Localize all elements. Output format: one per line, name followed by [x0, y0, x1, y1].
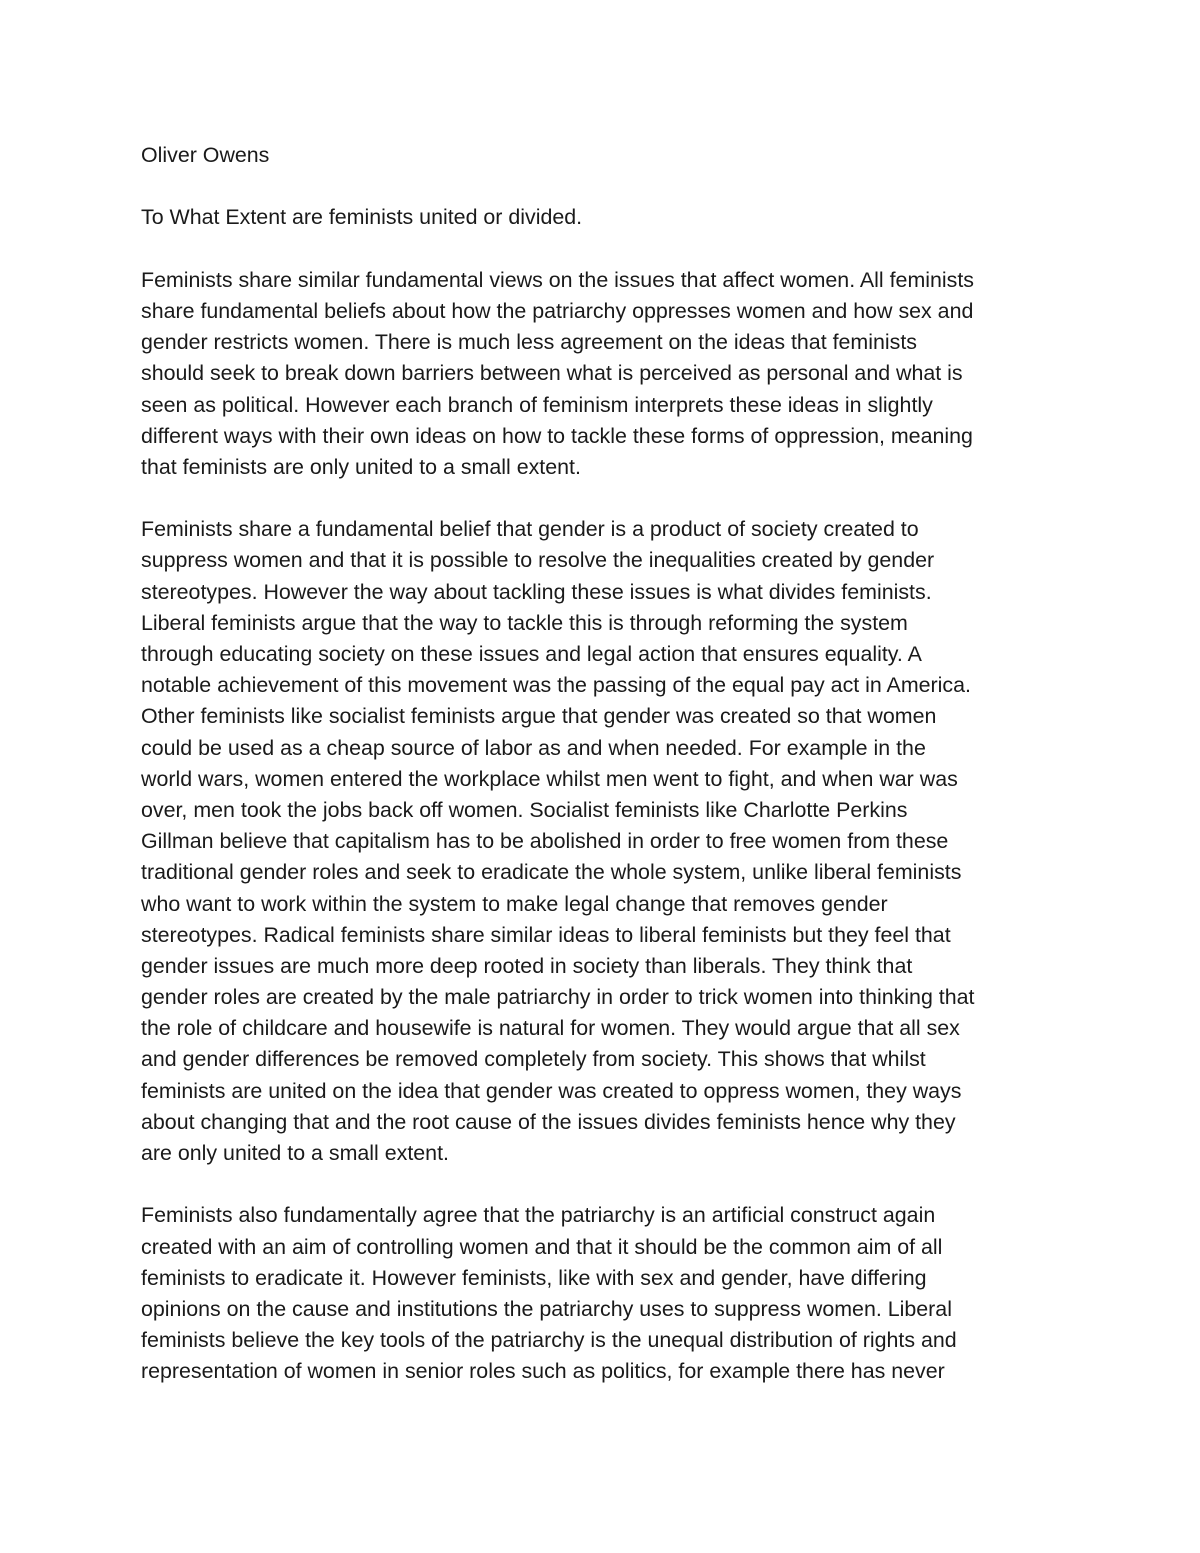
paragraph-line: created with an aim of controlling women and that it should be the common aim of all [141, 1234, 943, 1259]
paragraph-line: feminists to eradicate it. However feminists, like with sex and gender, have differing [141, 1265, 927, 1290]
paragraph-line: gender roles are created by the male patriarchy in order to trick women into thinking that [141, 985, 975, 1010]
paragraph-line: are only united to a small extent. [141, 1141, 449, 1165]
paragraph-line: world wars, women entered the workplace whilst men went to fight, and when war was [141, 766, 958, 791]
paragraph-line: through educating society on these issues and legal action that ensures equality. A [141, 642, 922, 666]
paragraph-line: share fundamental beliefs about how the patriarchy oppresses women and how sex and [141, 298, 974, 323]
paragraph-line: Gillman believe that capitalism has to be abolished in order to free women from these [141, 829, 949, 854]
paragraph-line: gender issues are much more deep rooted in society than liberals. They think that [141, 953, 913, 978]
paragraph-line: and gender differences be removed completely from society. This shows that whilst [141, 1047, 926, 1072]
paragraph [141, 265, 1071, 483]
paragraph-line: stereotypes. However the way about tackling these issues is what divides feminists. [141, 579, 932, 604]
paragraph-line: Feminists share similar fundamental views on the issues that affect women. All feminists [141, 267, 975, 292]
paragraph-line: different ways with their own ideas on how to tackle these forms of oppression, meaning [141, 423, 973, 448]
paragraph-line: about changing that and the root cause of the issues divides feminists hence why they [141, 1109, 956, 1134]
paragraph-line: who want to work within the system to make legal change that removes gender [141, 891, 888, 916]
paragraph [141, 1200, 1071, 1387]
blank-line [141, 1169, 1071, 1200]
paragraph-line: suppress women and that it is possible to resolve the inequalities created by gender [141, 548, 935, 573]
paragraph-line: notable achievement of this movement was the passing of the equal pay act in America. [141, 673, 971, 698]
paragraph-line: traditional gender roles and seek to eradicate the whole system, unlike liberal feminists [141, 860, 962, 885]
paragraph-line: gender restricts women. There is much less agreement on the ideas that feminists [141, 330, 917, 355]
paragraph-line: representation of women in senior roles such as politics, for example there has never [141, 1359, 945, 1384]
paragraph-line: Liberal feminists argue that the way to tackle this is through reforming the system [141, 610, 908, 635]
paragraph-line: that feminists are only united to a small extent. [141, 454, 581, 479]
paragraph-line: should seek to break down barriers between what is perceived as personal and what is [141, 361, 963, 386]
paragraph-line: the role of childcare and housewife is natural for women. They would argue that all sex [141, 1016, 960, 1041]
essay-title: To What Extent are feminists united or divided. [141, 205, 583, 230]
paragraph-line: feminists are united on the idea that gender was created to oppress women, they ways [141, 1078, 962, 1103]
blank-line [141, 483, 1071, 514]
paragraph-line: opinions on the cause and institutions the patriarchy uses to suppress women. Liberal [141, 1296, 952, 1321]
paragraph-line: over, men took the jobs back off women. Socialist feminists like Charlotte Perkins [141, 797, 908, 822]
paragraph-line: Feminists also fundamentally agree that the patriarchy is an artificial construct again [141, 1203, 936, 1228]
paragraph [141, 514, 1071, 1169]
paragraph-line: Other feminists like socialist feminists argue that gender was created so that women [141, 704, 937, 729]
blank-line [141, 234, 1071, 265]
paragraph-line: Feminists share a fundamental belief that gender is a product of society created to [141, 517, 919, 542]
paragraph-line: feminists believe the key tools of the patriarchy is the unequal distribution of rights and [141, 1328, 957, 1353]
document-body [141, 140, 1071, 1388]
paragraph-line: could be used as a cheap source of labor as and when needed. For example in the [141, 735, 926, 760]
paragraph-line: seen as political. However each branch of feminism interprets these ideas in slightly [141, 392, 933, 417]
blank-line [141, 171, 1071, 202]
paragraph-line: stereotypes. Radical feminists share similar ideas to liberal feminists but they feel that [141, 922, 951, 947]
paragraphs-container [141, 265, 1071, 1388]
author-name: Oliver Owens [141, 143, 270, 167]
